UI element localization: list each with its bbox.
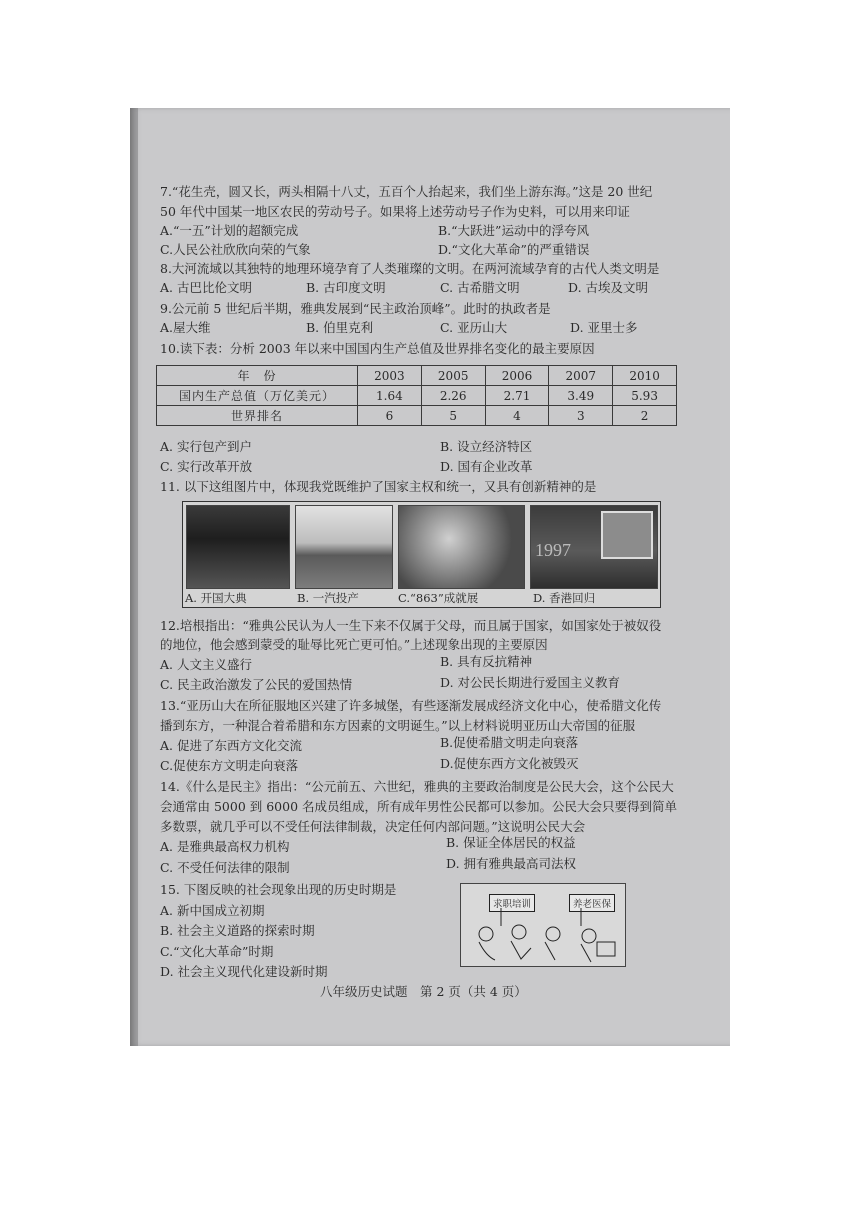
q14-stem-line3: 多数票，就几乎可以不受任何法律制裁，决定任何内部问题。”这说明公民大会 xyxy=(160,819,586,834)
q12-stem-line1: 12.培根指出：“雅典公民认为人一生下来不仅属于父母，而且属于国家，如国家处于被奴役 xyxy=(160,618,662,633)
q15-option-c: C.“文化大革命”时期 xyxy=(160,944,274,959)
gdp-cell: 2.26 xyxy=(421,386,485,406)
q7-option-d: D.“文化大革命”的严重错误 xyxy=(438,242,590,257)
q8-option-b: B. 古印度文明 xyxy=(306,280,386,295)
photo-863-exhibition xyxy=(398,505,525,589)
q7-stem-line1: 7.“花生壳，圆又长，两头相隔十八丈，五百个人抬起来，我们坐上游东海。”这是 20 世纪 xyxy=(160,184,653,199)
q7-option-b: B.“大跃进”运动中的浮夸风 xyxy=(438,223,589,238)
page-footer: 八年级历史试题 第 2 页（共 4 页） xyxy=(320,984,527,999)
q10-stem: 10.读下表：分析 2003 年以来中国国内生产总值及世界排名变化的最主要原因 xyxy=(160,341,595,356)
q13-option-c: C.促使东方文明走向衰落 xyxy=(160,758,299,773)
caption-c: C.“863”成就展 xyxy=(398,591,479,605)
q14-option-b: B. 保证全体居民的权益 xyxy=(446,835,576,850)
rank-cell: 2 xyxy=(613,406,677,426)
gdp-cell: 5.93 xyxy=(613,386,677,406)
year-cell: 2005 xyxy=(421,366,485,386)
rank-cell: 5 xyxy=(421,406,485,426)
rank-cell: 6 xyxy=(358,406,422,426)
caption-b: B. 一汽投产 xyxy=(297,591,359,605)
q9-option-c: C. 亚历山大 xyxy=(440,320,508,335)
q10-option-a: A. 实行包产到户 xyxy=(160,439,252,454)
stamp-icon xyxy=(601,511,653,559)
sign-job-training: 求职培训 xyxy=(489,894,535,912)
q8-option-c: C. 古希腊文明 xyxy=(440,280,520,295)
rank-cell: 4 xyxy=(485,406,549,426)
caption-d: D. 香港回归 xyxy=(533,591,596,605)
rank-header: 世界排名 xyxy=(157,406,358,426)
q10-option-c: C. 实行改革开放 xyxy=(160,459,253,474)
q9-option-b: B. 伯里克利 xyxy=(306,320,374,335)
q13-option-a: A. 促进了东西方文化交流 xyxy=(160,738,302,753)
rank-cell: 3 xyxy=(549,406,613,426)
q15-option-b: B. 社会主义道路的探索时期 xyxy=(160,923,315,938)
q11-stem: 11. 以下这组图片中，体现我党既维护了国家主权和统一，又具有创新精神的是 xyxy=(160,479,597,494)
photo-hong-kong-return xyxy=(530,505,658,589)
q14-option-a: A. 是雅典最高权力机构 xyxy=(160,839,290,854)
gdp-cell: 3.49 xyxy=(549,386,613,406)
year-cell: 2007 xyxy=(549,366,613,386)
page-edge-shadow xyxy=(130,108,138,1046)
q14-stem-line1: 14.《什么是民主》指出：“公元前五、六世纪，雅典的主要政治制度是公民大会，这个公民大 xyxy=(160,779,674,794)
q13-stem-line1: 13.“亚历山大在所征服地区兴建了许多城堡，有些逐渐发展成经济文化中心，使希腊文化传 xyxy=(160,698,662,713)
gdp-table-rank-row xyxy=(157,406,677,426)
gdp-cell: 1.64 xyxy=(358,386,422,406)
q9-stem: 9.公元前 5 世纪后半期，雅典发展到“民主政治顶峰”。此时的执政者是 xyxy=(160,301,551,316)
gdp-cell: 2.71 xyxy=(485,386,549,406)
cartoon-figures-icon xyxy=(461,884,625,966)
q15-option-a: A. 新中国成立初期 xyxy=(160,903,265,918)
q8-option-a: A. 古巴比伦文明 xyxy=(160,280,252,295)
q15-cartoon xyxy=(460,883,626,967)
photo-year-label: 1997 xyxy=(535,540,571,560)
q9-option-d: D. 亚里士多 xyxy=(570,320,638,335)
q7-option-a: A.“一五”计划的超额完成 xyxy=(160,223,299,238)
year-cell: 2006 xyxy=(485,366,549,386)
q15-option-d: D. 社会主义现代化建设新时期 xyxy=(160,964,328,979)
sign-pension-insurance: 养老医保 xyxy=(569,894,615,912)
q7-option-c: C.人民公社欣欣向荣的气象 xyxy=(160,242,311,257)
q8-stem: 8.大河流域以其独特的地理环境孕育了人类璀璨的文明。在两河流域孕育的古代人类文明是 xyxy=(160,261,660,276)
q12-option-c: C. 民主政治激发了公民的爱国热情 xyxy=(160,677,353,692)
q13-option-d: D.促使东西方文化被毁灭 xyxy=(440,756,579,771)
q13-stem-line2: 播到东方，一种混合着希腊和东方因素的文明诞生。”以上材料说明亚历山大帝国的征服 xyxy=(160,718,636,733)
q13-option-b: B.促使希腊文明走向衰落 xyxy=(440,735,579,750)
q9-option-a: A.屋大维 xyxy=(160,320,211,335)
q10-option-b: B. 设立经济特区 xyxy=(440,439,533,454)
q12-option-d: D. 对公民长期进行爱国主义教育 xyxy=(440,675,621,690)
year-header: 年 份 xyxy=(157,366,358,386)
gdp-table-year-row xyxy=(157,366,677,386)
year-cell: 2010 xyxy=(613,366,677,386)
q12-stem-line2: 的地位，他会感到蒙受的耻辱比死亡更可怕。”上述现象出现的主要原因 xyxy=(160,637,548,652)
q10-option-d: D. 国有企业改革 xyxy=(440,459,533,474)
gdp-table xyxy=(156,365,677,426)
photo-founding-ceremony xyxy=(186,505,290,589)
q12-option-b: B. 具有反抗精神 xyxy=(440,654,533,669)
q8-option-d: D. 古埃及文明 xyxy=(568,280,649,295)
year-cell: 2003 xyxy=(358,366,422,386)
q11-photo-strip xyxy=(182,501,661,608)
gdp-table-gdp-row xyxy=(157,386,677,406)
exam-page xyxy=(130,108,730,1046)
q12-option-a: A. 人文主义盛行 xyxy=(160,657,252,672)
q15-stem: 15. 下图反映的社会现象出现的历史时期是 xyxy=(160,882,397,897)
q14-option-c: C. 不受任何法律的限制 xyxy=(160,860,290,875)
q7-stem-line2: 50 年代中国某一地区农民的劳动号子。如果将上述劳动号子作为史料，可以用来印证 xyxy=(160,204,630,219)
gdp-header: 国内生产总值（万亿美元） xyxy=(157,386,358,406)
photo-first-auto-works xyxy=(295,505,393,589)
caption-a: A. 开国大典 xyxy=(185,591,247,605)
q14-stem-line2: 会通常由 5000 到 6000 名成员组成，所有成年男性公民都可以参加。公民大会只要得到简单 xyxy=(160,799,678,814)
q14-option-d: D. 拥有雅典最高司法权 xyxy=(446,856,577,871)
